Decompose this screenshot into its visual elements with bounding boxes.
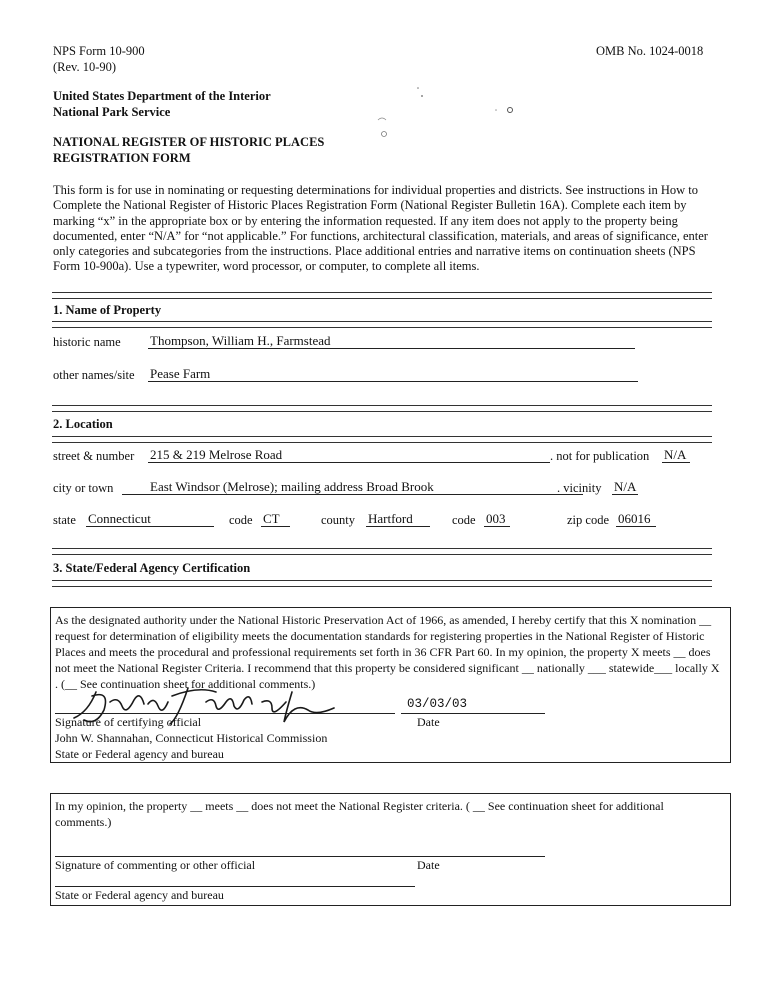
commenting-agency-label: State or Federal agency and bureau (55, 888, 224, 902)
form-subtitle: REGISTRATION FORM (53, 151, 191, 165)
form-revision: (Rev. 10-90) (53, 60, 117, 74)
not-for-publication-field[interactable]: N/A (662, 447, 690, 463)
state-field[interactable]: Connecticut (86, 511, 214, 527)
handwritten-signature (56, 682, 356, 734)
not-for-publication-label: . not for publication (550, 449, 650, 463)
intro-paragraph: This form is for use in nominating or requesting determinations for individual properties and districts. See instructions in How to Complete the National Register of Historic Places Registration Form (National Register Bulletin 16A). Complete each item by marking “x” in the appropriate box or by entering the information requested. If any item does not apply to the property being documented, enter “N/A” for “not applicable.” For functions, architectural classification, materials, and areas of significance, enter only categories and subcategories from the instructions. Place additional entries and narrative items on continuation sheets (NPS Form 10-900a). Use a typewriter, word processor, or computer, to complete all items. (53, 183, 708, 274)
department: United States Department of the Interior (53, 89, 271, 103)
certifier-agency-label: State or Federal agency and bureau (55, 747, 224, 761)
city-field[interactable]: East Windsor (Melrose); mailing address Broad Brook (122, 479, 583, 495)
commenting-date-label: Date (417, 858, 440, 872)
section-divider (52, 405, 712, 412)
opinion-text: In my opinion, the property __ meets __ does not meet the National Register criteria. ( __ See continuation sheet for additional comments.) (55, 799, 664, 829)
other-names-label: other names/site (53, 368, 135, 382)
section-divider (52, 321, 712, 328)
certification-date-label: Date (417, 715, 440, 729)
historic-name-label: historic name (53, 335, 121, 349)
street-field[interactable]: 215 & 219 Melrose Road (148, 447, 550, 463)
section-3-heading: 3. State/Federal Agency Certification (53, 561, 251, 575)
section-1-heading: 1. Name of Property (53, 303, 162, 317)
commenting-signature-label: Signature of commenting or other official (55, 858, 256, 872)
state-label: state (53, 513, 76, 527)
commenting-agency-line (55, 886, 415, 887)
omb-number: OMB No. 1024-0018 (596, 44, 704, 58)
county-field[interactable]: Hartford (366, 511, 430, 527)
form-number: NPS Form 10-900 (53, 44, 145, 58)
section-2-heading: 2. Location (53, 417, 113, 431)
certification-date: 03/03/03 (407, 697, 468, 711)
section-divider (52, 292, 712, 299)
form-title: NATIONAL REGISTER OF HISTORIC PLACES (53, 135, 325, 149)
section-divider (52, 580, 712, 587)
scan-speckles (370, 82, 520, 152)
certifier-signature-label: Signature of certifying official (55, 715, 202, 729)
state-code-label: code (229, 513, 253, 527)
certification-text: As the designated authority under the National Historic Preservation Act of 1966, as amended, I hereby certify that this X nomination __ request for determination of eligibility meets the documentation standards for registering properties in the National Register of Historic Places and meets the procedural and professional requirements set forth in 36 CFR Part 60. In my opinion, the property X meets __ does not meet the National Register Criteria. I recommend that this property be considered significant __ nationally ___ statewide___ locally X . (__ See continuation sheet for additional comments.) (55, 613, 720, 691)
zip-field[interactable]: 06016 (616, 511, 656, 527)
county-code-label: code (452, 513, 476, 527)
street-label: street & number (53, 449, 135, 463)
zip-label: zip code (567, 513, 609, 527)
service: National Park Service (53, 105, 171, 119)
vicinity-field[interactable]: N/A (614, 479, 637, 494)
city-label: city or town (53, 481, 114, 495)
state-code-field[interactable]: CT (261, 511, 290, 527)
commenting-official-box (50, 793, 731, 906)
commenting-signature-line (55, 856, 545, 857)
county-code-field[interactable]: 003 (484, 511, 510, 527)
vicinity-label: . vicinity (557, 481, 602, 495)
section-divider (52, 436, 712, 443)
historic-name-field[interactable]: Thompson, William H., Farmstead (148, 333, 635, 349)
county-label: county (321, 513, 356, 527)
certification-date-line (401, 713, 545, 714)
certifier-name: John W. Shannahan, Connecticut Historical Commission (55, 731, 328, 745)
other-names-field[interactable]: Pease Farm (148, 366, 638, 382)
section-divider (52, 548, 712, 555)
